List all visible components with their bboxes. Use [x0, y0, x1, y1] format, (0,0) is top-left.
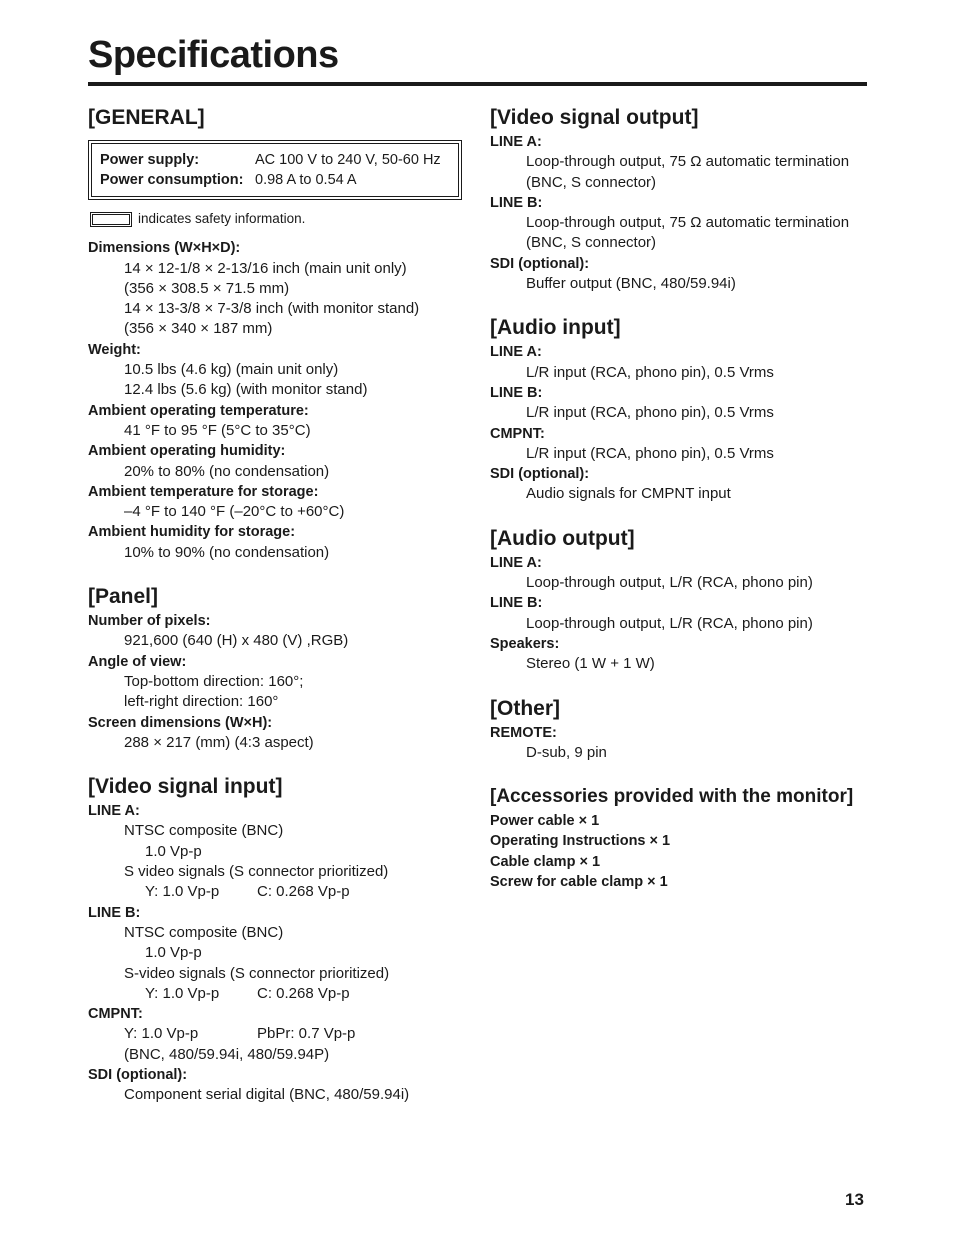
- other-section: [Other] REMOTE: D-sub, 9 pin: [490, 695, 880, 764]
- power-box: [88, 140, 462, 200]
- other-heading: [Other]: [490, 696, 560, 720]
- safety-note: indicates safety information.: [88, 209, 468, 229]
- list-item: Operating Instructions × 1: [490, 833, 671, 850]
- dimensions-label: Dimensions (W×H×D):: [88, 240, 241, 257]
- power-consumption-label: Power consumption:: [100, 172, 244, 188]
- page-number: 13: [845, 1190, 864, 1209]
- left-column: [88, 104, 468, 1106]
- op-hum-label: Ambient operating humidity:: [88, 443, 286, 460]
- video-input-section: [Video signal input] LINE A: NTSC composite (BNC) 1.0 Vp-p S video signals (S connector prioritized) Y: 1.0 Vp-p C: 0.268 Vp-p LINE B: NTSC composite (BNC) 1.0 Vp-p S-video signals (S connector prioritized) Y: 1.0 Vp-p C: 0.268 Vp-p CMPNT: Y: 1.0 Vp-p PbPr: 0.7 Vp-p (BNC, 480/59.94i, 480/59.94P) SDI (optional): Component serial digital (BNC, 480/59.94i): [88, 773, 468, 1105]
- video-output-section: [Video signal output] LINE A: Loop-through output, 75 Ω automatic termination (BNC, S connector) LINE B: Loop-through output, 75 Ω automatic termination (BNC, S connector) SDI (optional): Buffer output (BNC, 480/59.94i): [490, 104, 880, 294]
- list-item: Screw for cable clamp × 1: [490, 874, 668, 891]
- accessories-section: [490, 783, 880, 892]
- audio-output-heading: [Audio output]: [490, 526, 635, 550]
- audio-input-section: [Audio input] LINE A: L/R input (RCA, phono pin), 0.5 Vrms LINE B: L/R input (RCA, phono pin), 0.5 Vrms CMPNT: L/R input (RCA, phono pin), 0.5 Vrms SDI (optional): Audio signals for CMPNT input: [490, 314, 880, 504]
- right-column: [490, 104, 880, 892]
- title-rule: [88, 82, 867, 86]
- accessories-heading: [Accessories provided with the monitor]: [490, 786, 854, 808]
- general-heading: [GENERAL]: [88, 106, 205, 129]
- video-output-heading: [Video signal output]: [490, 106, 699, 129]
- list-item: Power cable × 1: [490, 813, 600, 830]
- page-title: Specifications: [88, 34, 339, 76]
- st-hum-label: Ambient humidity for storage:: [88, 524, 296, 541]
- op-temp-label: Ambient operating temperature:: [88, 402, 309, 419]
- power-supply-value: AC 100 V to 240 V, 50-60 Hz: [255, 152, 441, 168]
- panel-section: [Panel] Number of pixels: 921,600 (640 (H) x 480 (V) ,RGB) Angle of view: Top-bottom direction: 160°; left-right direction: 160° Screen dimensions (W×H): 288 × 217 (mm) (4:3 aspect): [88, 583, 468, 753]
- panel-heading: [Panel]: [88, 585, 159, 609]
- power-consumption-value: 0.98 A to 0.54 A: [255, 172, 357, 188]
- power-supply-label: Power supply:: [100, 152, 200, 168]
- audio-output-section: [Audio output] LINE A: Loop-through output, L/R (RCA, phono pin) LINE B: Loop-through output, L/R (RCA, phono pin) Speakers: Stereo (1 W + 1 W): [490, 525, 880, 675]
- weight-label: Weight:: [88, 341, 141, 358]
- safety-box-icon: [90, 212, 132, 227]
- list-item: Cable clamp × 1: [490, 853, 601, 870]
- general-section: [GENERAL] Power supply: AC 100 V to 240 V, 50-60 Hz Power consumption: 0.98 A to 0.54 A indicates safety information. Dimensions (W×H×D): 14 × 12-1/8 × 2-13/16 inch (main unit only) (356 × 308.5 × 71.5 mm) 14 × 13-3/8 × 7-3/8 inch (with monitor stand) (356 × 340 × 187 mm) Weight: 10.5 lbs (4.6 kg) (main unit only) 12.4 lbs (5.6 kg) (with monitor stand) Ambient operating temperature: 41 °F to 95 °F (5°C to 35°C) Ambient operating humidity: 20% to 80% (no condensation) Ambient temperature for storage: –4 °F to 140 °F (–20°C to +60°C) Ambient humidity for storage: 10% to 90% (no condensation): [88, 104, 468, 563]
- st-temp-label: Ambient temperature for storage:: [88, 483, 319, 500]
- video-input-heading: [Video signal input]: [88, 775, 283, 799]
- audio-input-heading: [Audio input]: [490, 316, 621, 340]
